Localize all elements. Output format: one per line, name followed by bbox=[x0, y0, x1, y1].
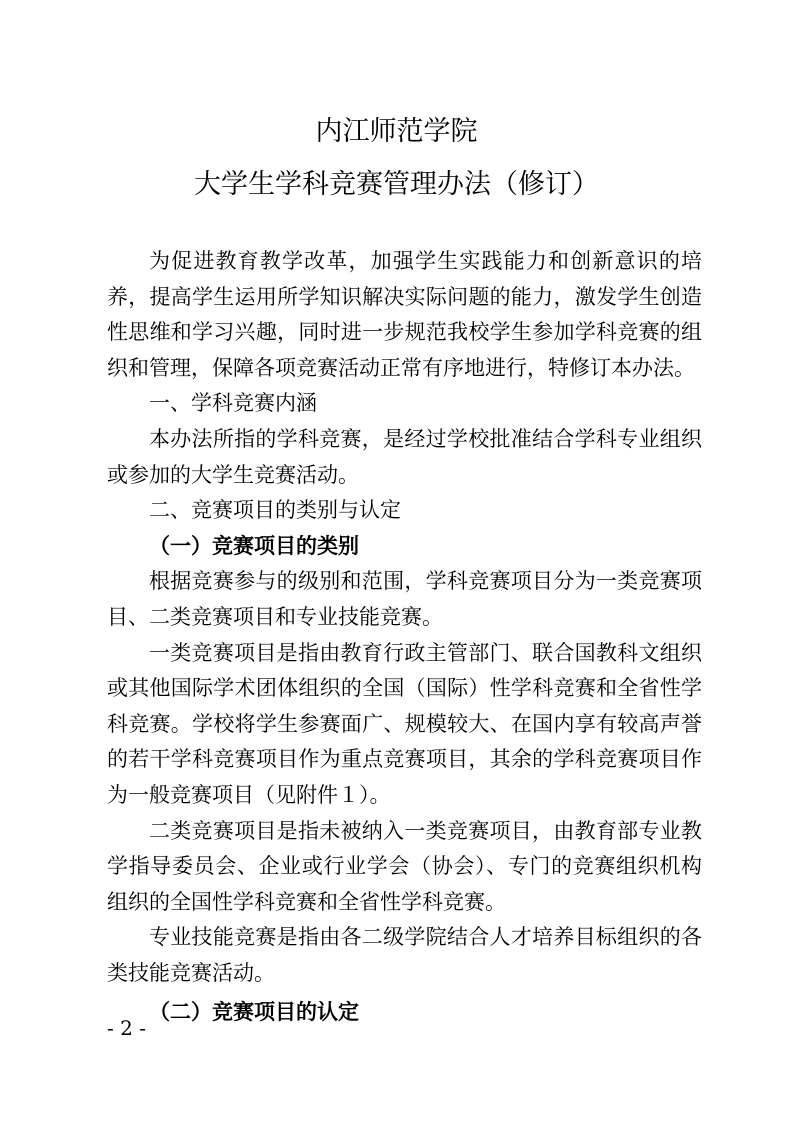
paragraph-skill-competition: 专业技能竞赛是指由各二级学院结合人才培养目标组织的各类技能竞赛活动。 bbox=[107, 925, 702, 985]
document-title-line1: 内江师范学院 bbox=[315, 116, 478, 147]
subsection-heading-recognition: （二）竞赛项目的认定 bbox=[149, 1000, 359, 1025]
paragraph-category-two: 二类竞赛项目是指未被纳入一类竞赛项目，由教育部专业教学指导委员会、企业或行业学会（协会）、专门的竞赛组织机构组织的全国性学科竞赛和全省性学科竞赛。 bbox=[107, 818, 702, 914]
document-body bbox=[107, 244, 702, 1031]
paragraph-definition: 本办法所指的学科竞赛，是经过学校批准结合学科专业组织或参加的大学生竞赛活动。 bbox=[107, 426, 702, 487]
paragraph-categories-overview: 根据竞赛参与的级别和范围，学科竞赛项目分为一类竞赛项目、二类竞赛项目和专业技能竞赛。 bbox=[107, 569, 702, 629]
page-number: - 2 - bbox=[107, 1016, 146, 1040]
section-heading-2: 二、竞赛项目的类别与认定 bbox=[149, 498, 401, 523]
paragraph-intro: 为促进教育教学改革，加强学生实践能力和创新意识的培养，提高学生运用所学知识解决实际问题的能力，激发学生创造性思维和学习兴趣，同时进一步规范我校学生参加学科竞赛的组织和管理，保障各项竞赛活动正常有序地进行，特修订本办法。 bbox=[107, 249, 702, 380]
paragraph-category-one: 一类竞赛项目是指由教育行政主管部门、联合国教科文组织或其他国际学术团体组织的全国（国际）性学科竞赛和全省性学科竞赛。学校将学生参赛面广、规模较大、在国内享有较高声誉的若干学科竞赛项目作为重点竞赛项目，其余的学科竞赛项目作为一般竞赛项目（见附件１）。 bbox=[107, 640, 702, 807]
document-title-line2: 大学生学科竞赛管理办法（修订） bbox=[194, 169, 599, 200]
section-heading-1: 一、学科竞赛内涵 bbox=[149, 391, 317, 416]
subsection-heading-categories: （一）竞赛项目的类别 bbox=[149, 533, 359, 558]
